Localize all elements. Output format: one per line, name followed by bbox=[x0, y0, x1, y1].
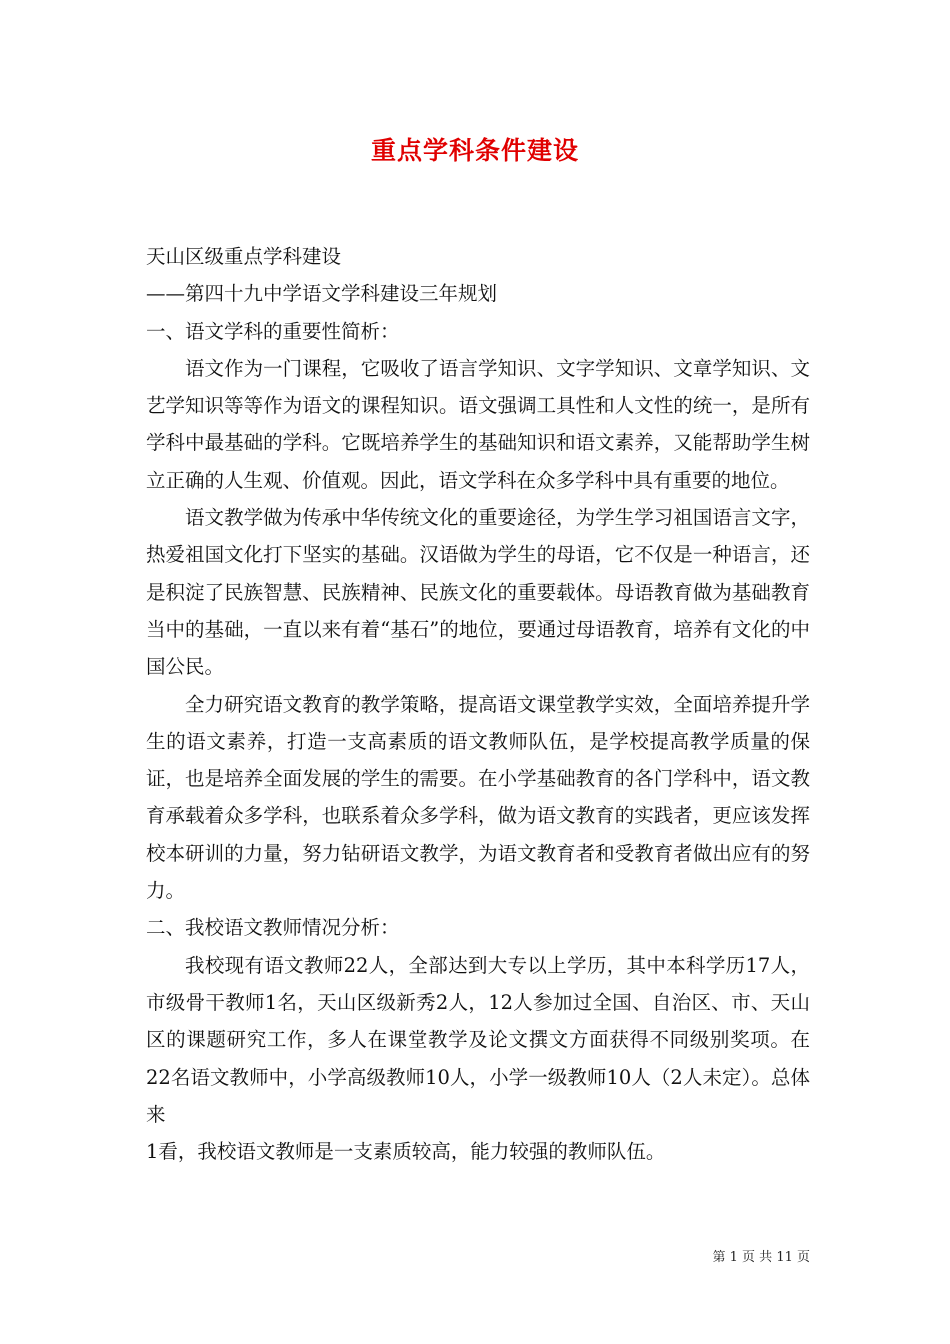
document-body bbox=[146, 238, 810, 1170]
document-title: 重点学科条件建设 bbox=[370, 136, 579, 165]
section-heading-2: 二、我校语文教师情况分析： bbox=[146, 916, 400, 940]
paragraph-5: 1看，我校语文教师是一支素质较高，能力较强的教师队伍。 bbox=[146, 1140, 666, 1164]
subtitle-line-1: 天山区级重点学科建设 bbox=[146, 245, 342, 268]
page-number-footer: 第 1 页 共 11 页 bbox=[712, 1250, 810, 1265]
paragraph-4: 我校现有语文教师22人，全部达到大专以上学历，其中本科学历17人，市级骨干教师1名，天山区级新秀2人，12人参加过全国、自治区、市、天山区的课题研究工作，多人在课堂教学及论文撰文方面获得不同级别奖项。在22名语文教师中，小学高级教师10人，小学一级教师10人（2人未定）。总体来 bbox=[146, 953, 810, 1126]
paragraph-1: 语文作为一门课程，它吸收了语言学知识、文字学知识、文章学知识、文艺学知识等等作为语文的课程知识。语文强调工具性和人文性的统一，是所有学科中最基础的学科。它既培养学生的基础知识和语文素养，又能帮助学生树立正确的人生观、价值观。因此，语文学科在众多学科中具有重要的地位。 bbox=[146, 356, 810, 492]
paragraph-2: 语文教学做为传承中华传统文化的重要途径，为学生学习祖国语言文字，热爱祖国文化打下坚实的基础。汉语做为学生的母语，它不仅是一种语言，还是积淀了民族智慧、民族精神、民族文化的重要载体。母语教育做为基础教育当中的基础，一直以来有着“基石”的地位，要通过母语教育，培养有文化的中国公民。 bbox=[146, 506, 810, 679]
subtitle-line-2: ——第四十九中学语文学科建设三年规划 bbox=[146, 282, 498, 306]
section-heading-1: 一、语文学科的重要性简析： bbox=[146, 319, 400, 343]
paragraph-3: 全力研究语文教育的教学策略，提高语文课堂教学实效，全面培养提升学生的语文素养，打造一支高素质的语文教师队伍，是学校提高教学质量的保证，也是培养全面发展的学生的需要。在小学基础教育的各门学科中，语文教育承载着众多学科，也联系着众多学科，做为语文教育的实践者，更应该发挥校本研训的力量，努力钻研语文教学，为语文教育者和受教育者做出应有的努力。 bbox=[146, 692, 810, 903]
